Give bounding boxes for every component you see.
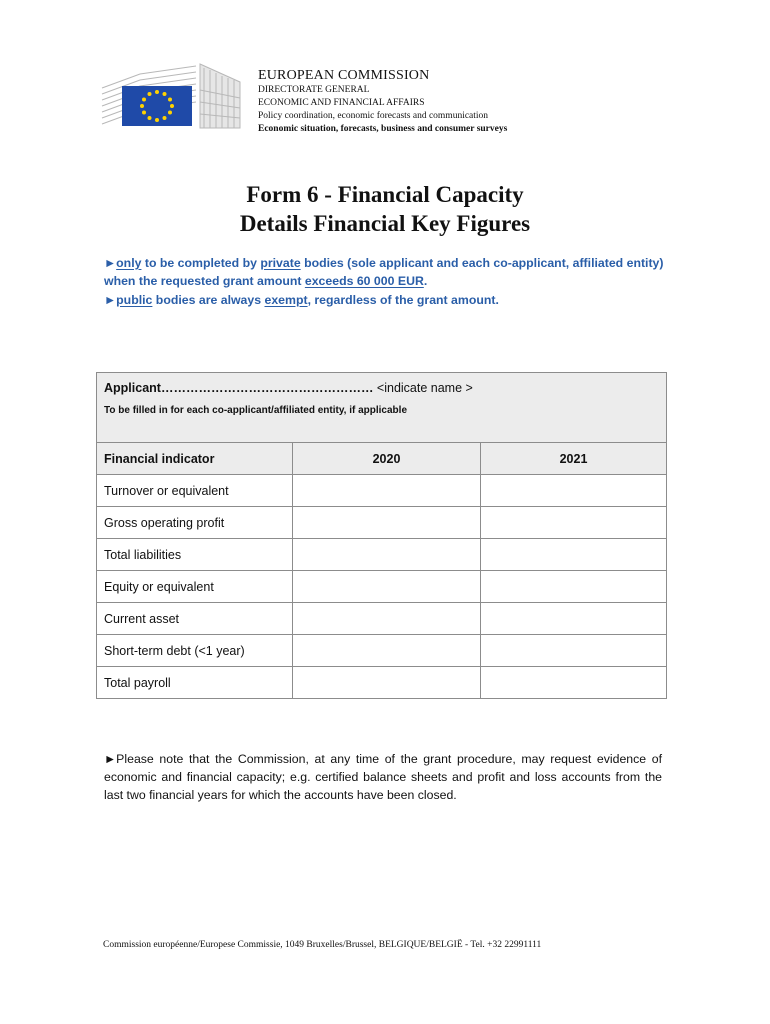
table-row xyxy=(97,571,667,603)
applicant-label: Applicant…………………………………………… xyxy=(104,381,374,395)
value-cell-2021[interactable] xyxy=(481,539,667,571)
financial-figures-table xyxy=(96,372,667,699)
table-row xyxy=(97,603,667,635)
header-line: Policy coordination, economic forecasts and communication xyxy=(258,111,489,121)
indicator-label: Total payroll xyxy=(97,667,293,699)
value-cell-2021[interactable] xyxy=(481,571,667,603)
value-cell-2020[interactable] xyxy=(293,475,481,507)
note-private: private xyxy=(260,256,301,270)
header-bold-line: Economic situation, forecasts, business and consumer surveys xyxy=(258,124,508,134)
european-commission-logo xyxy=(100,60,245,130)
value-cell-2021[interactable] xyxy=(481,475,667,507)
footer-address: Commission européenne/Europese Commissie, 1049 Bruxelles/Brussel, BELGIQUE/BELGIË - Tel. +32 22991111 xyxy=(103,940,542,950)
arrow-icon: ► xyxy=(104,256,117,270)
value-cell-2020[interactable] xyxy=(293,571,481,603)
table-row xyxy=(97,539,667,571)
evidence-note: ►Please note that the Commission, at any time of the grant procedure, may request evidence of economic and financial capacity; e.g. certified balance sheets and profit and loss accounts from the last two financial years for which the accounts have been closed. xyxy=(104,752,662,802)
table-row xyxy=(97,667,667,699)
value-cell-2020[interactable] xyxy=(293,635,481,667)
column-header-2021: 2021 xyxy=(481,443,667,475)
note-text: bodies are always xyxy=(152,293,265,307)
note-text: to be completed by xyxy=(141,256,261,270)
value-cell-2021[interactable] xyxy=(481,635,667,667)
applicant-line xyxy=(104,381,659,395)
column-header-indicator: Financial indicator xyxy=(97,443,293,475)
note-exceeds: exceeds 60 000 EUR xyxy=(304,274,424,288)
form-title: Form 6 - Financial Capacity xyxy=(246,182,524,207)
column-header-2020: 2020 xyxy=(293,443,481,475)
note-text: , regardless of the grant amount. xyxy=(307,293,499,307)
eligibility-note xyxy=(104,254,664,290)
note-exempt: exempt xyxy=(264,293,308,307)
indicator-label: Turnover or equivalent xyxy=(97,475,293,507)
applicant-cell[interactable] xyxy=(97,373,667,443)
organization-name: EUROPEAN COMMISSION xyxy=(258,68,430,83)
table-header-row xyxy=(97,443,667,475)
value-cell-2020[interactable] xyxy=(293,667,481,699)
indicator-label: Gross operating profit xyxy=(97,507,293,539)
exemption-note xyxy=(104,291,664,309)
indicator-label: Short-term debt (<1 year) xyxy=(97,635,293,667)
note-only: only xyxy=(116,256,142,270)
value-cell-2020[interactable] xyxy=(293,539,481,571)
indicator-label: Current asset xyxy=(97,603,293,635)
applicant-instruction: To be filled in for each co-applicant/affiliated entity, if applicable xyxy=(104,405,408,416)
value-cell-2021[interactable] xyxy=(481,667,667,699)
value-cell-2021[interactable] xyxy=(481,507,667,539)
header-block xyxy=(258,68,507,136)
applicant-name-placeholder[interactable]: <indicate name > xyxy=(373,381,473,395)
header-line: ECONOMIC AND FINANCIAL AFFAIRS xyxy=(258,98,425,108)
note-text: bodies (sole applicant and each co-applicant, affiliated entity) when the requested grant amount xyxy=(104,256,664,288)
table-row xyxy=(97,635,667,667)
value-cell-2021[interactable] xyxy=(481,603,667,635)
form-subtitle: Details Financial Key Figures xyxy=(239,211,531,236)
table-row xyxy=(97,507,667,539)
note-public: public xyxy=(116,293,153,307)
arrow-icon: ► xyxy=(104,293,117,307)
note-text: . xyxy=(423,274,428,288)
header-line: DIRECTORATE GENERAL xyxy=(258,85,370,95)
indicator-label: Equity or equivalent xyxy=(97,571,293,603)
value-cell-2020[interactable] xyxy=(293,603,481,635)
indicator-label: Total liabilities xyxy=(97,539,293,571)
value-cell-2020[interactable] xyxy=(293,507,481,539)
table-row xyxy=(97,475,667,507)
